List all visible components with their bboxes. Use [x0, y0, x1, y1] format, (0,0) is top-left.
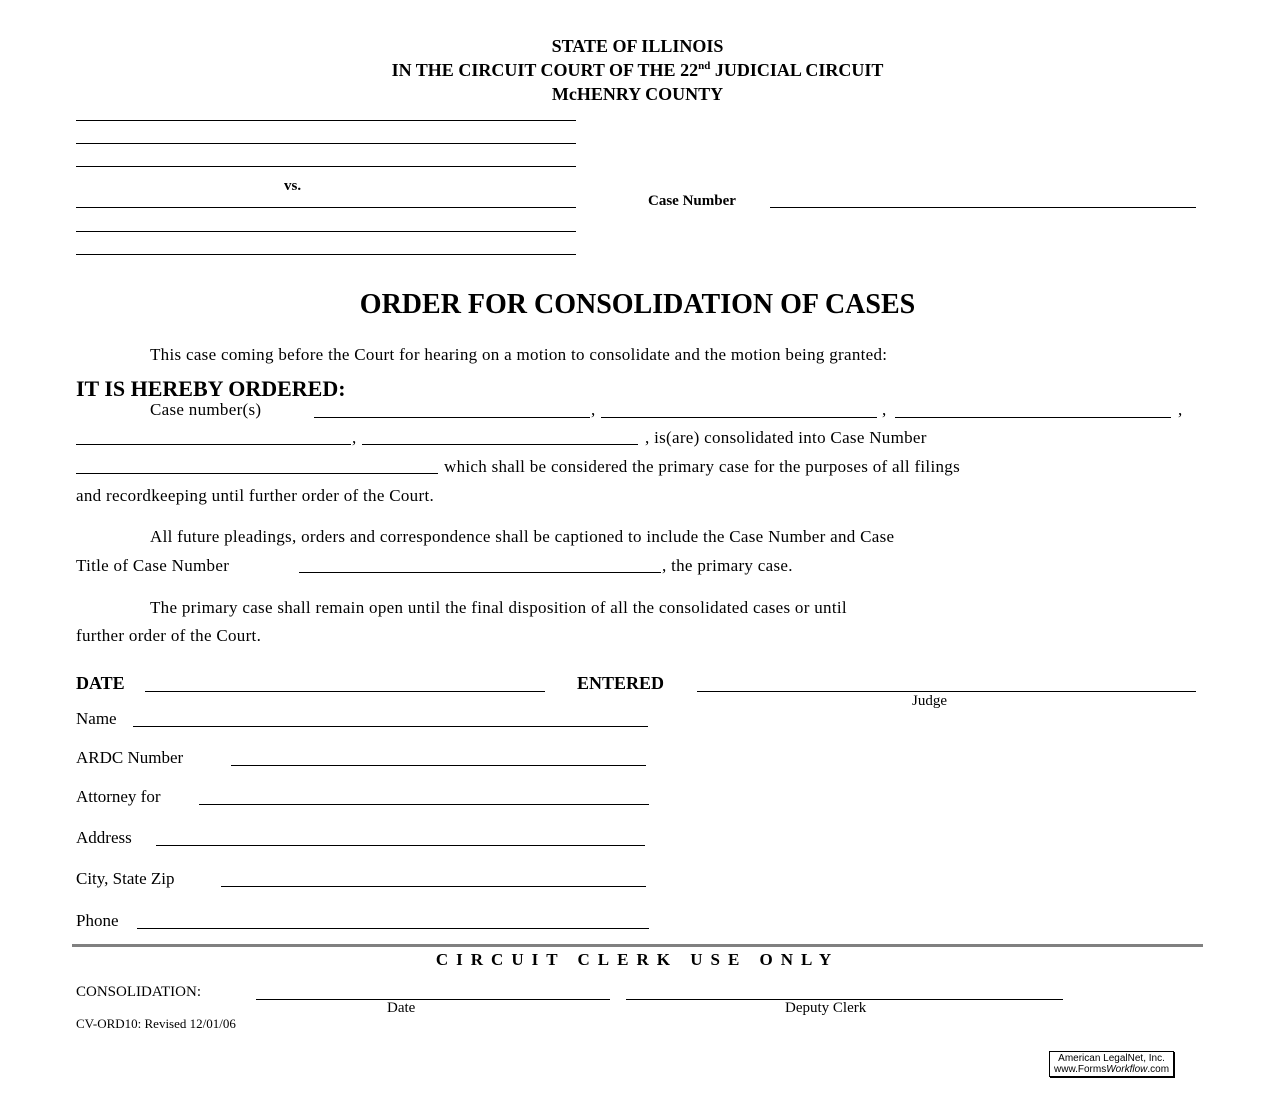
comma-4: , — [352, 428, 357, 447]
primary-case-number-blank[interactable] — [76, 473, 438, 474]
judge-signature-field[interactable] — [697, 691, 1196, 692]
brand-url — [1054, 1064, 1169, 1075]
intro-text: This case coming before the Court for hearing on a motion to consolidate and the motion being granted: — [150, 345, 888, 364]
phone-field[interactable] — [137, 928, 649, 929]
clerk-date-field[interactable] — [256, 999, 610, 1000]
header-court-sup: nd — [698, 60, 711, 72]
defendant-line-3[interactable] — [76, 254, 576, 255]
brand-url-post: .com — [1147, 1064, 1170, 1075]
name-field[interactable] — [133, 726, 648, 727]
date-label: DATE — [76, 673, 125, 693]
comma-2: , — [882, 400, 887, 419]
clerk-heading: CIRCUIT CLERK USE ONLY — [435, 950, 840, 969]
clerk-divider — [72, 944, 1203, 947]
ordered-heading: IT IS HEREBY ORDERED: — [76, 376, 346, 401]
case-number-blank-1[interactable] — [314, 417, 590, 418]
header-state: STATE OF ILLINOIS — [551, 36, 724, 56]
ardc-field[interactable] — [231, 765, 646, 766]
phone-label: Phone — [76, 911, 119, 930]
header-court-pre: IN THE CIRCUIT COURT OF THE 22 — [391, 60, 699, 80]
case-number-blank-2[interactable] — [601, 417, 877, 418]
header-county: McHENRY COUNTY — [551, 84, 724, 104]
consolidated-into-text: , is(are) consolidated into Case Number — [645, 428, 927, 447]
city-state-zip-field[interactable] — [221, 886, 646, 887]
header-court-post: JUDICIAL CIRCUIT — [710, 60, 884, 80]
case-numbers-label: Case number(s) — [150, 400, 262, 419]
page-title: ORDER FOR CONSOLIDATION OF CASES — [359, 289, 916, 320]
pleadings-text: All future pleadings, orders and correspondence shall be captioned to include the Case Number and Case — [150, 527, 895, 546]
header-court — [0, 60, 1275, 81]
case-number-blank-4[interactable] — [76, 444, 351, 445]
case-number-field[interactable] — [770, 207, 1196, 208]
primary-case-text: which shall be considered the primary case for the purposes of all filings — [444, 457, 960, 476]
case-number-label: Case Number — [648, 193, 736, 209]
attorney-for-label: Attorney for — [76, 787, 161, 806]
plaintiff-line-2[interactable] — [76, 143, 576, 144]
judge-label: Judge — [912, 693, 947, 709]
case-number-blank-3[interactable] — [895, 417, 1171, 418]
deputy-clerk-label: Deputy Clerk — [785, 1000, 867, 1016]
entered-label: ENTERED — [577, 673, 665, 693]
clerk-date-label: Date — [387, 1000, 416, 1016]
further-order-text: further order of the Court. — [76, 626, 262, 645]
plaintiff-line-3[interactable] — [76, 166, 576, 167]
attorney-for-field[interactable] — [199, 804, 649, 805]
city-state-zip-label: City, State Zip — [76, 869, 175, 888]
form-id: CV-ORD10: Revised 12/01/06 — [76, 1016, 236, 1031]
vs-label: vs. — [284, 178, 302, 194]
plaintiff-line-1[interactable] — [76, 120, 576, 121]
brand-url-italic: Workflow — [1106, 1064, 1148, 1075]
ardc-label: ARDC Number — [76, 748, 184, 767]
brand-url-pre: www.Forms — [1054, 1064, 1107, 1075]
comma-3: , — [1178, 400, 1183, 419]
primary-case-title-blank[interactable] — [299, 572, 661, 573]
consolidation-label: CONSOLIDATION: — [76, 984, 201, 1000]
brand-box — [1049, 1051, 1174, 1077]
primary-case-suffix: , the primary case. — [662, 556, 793, 575]
name-label: Name — [76, 709, 117, 728]
address-label: Address — [76, 828, 132, 847]
defendant-line-2[interactable] — [76, 231, 576, 232]
case-title-label: Title of Case Number — [76, 556, 230, 575]
brand-name: American LegalNet, Inc. — [1058, 1053, 1165, 1064]
case-number-blank-5[interactable] — [362, 444, 638, 445]
remain-open-text: The primary case shall remain open until the final disposition of all the consolidated cases or until — [150, 598, 847, 617]
date-field[interactable] — [145, 691, 545, 692]
defendant-line-1[interactable] — [76, 207, 576, 208]
address-field[interactable] — [156, 845, 645, 846]
comma-1: , — [591, 400, 596, 419]
recordkeeping-text: and recordkeeping until further order of the Court. — [76, 486, 435, 505]
